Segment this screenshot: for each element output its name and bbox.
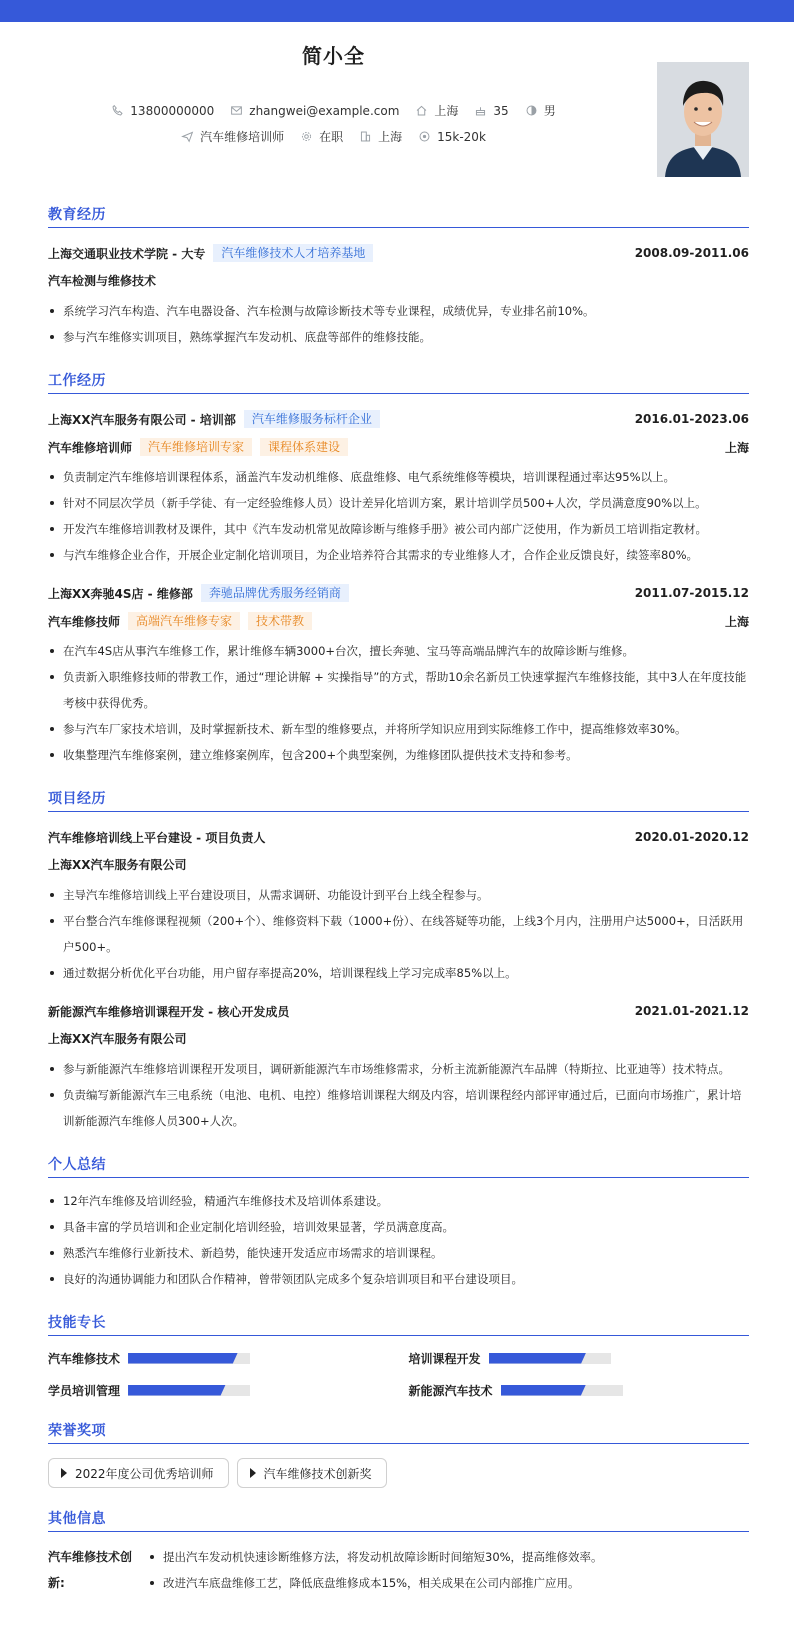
list-item: 良好的沟通协调能力和团队合作精神，曾带领团队完成多个复杂培训项目和平台建设项目。 xyxy=(48,1266,749,1292)
skill-item xyxy=(48,1380,389,1400)
job-role-row xyxy=(48,436,749,458)
resume-page xyxy=(0,22,794,1596)
work-city-text: 上海 xyxy=(378,130,403,144)
list-item: 参与汽车维修实训项目，熟练掌握汽车发动机、底盘等部件的维修技能。 xyxy=(48,324,749,350)
list-item: 在汽车4S店从事汽车维修工作，累计维修车辆3000+台次，擅长奔驰、宝马等高端品牌汽车的故障诊断与维修。 xyxy=(48,638,749,664)
list-item: 与汽车维修企业合作，开展企业定制化培训项目，为企业培养符合其需求的专业维修人才，合作企业反馈良好，续签率80%。 xyxy=(48,542,749,568)
awards-section xyxy=(48,1420,749,1488)
resume-header xyxy=(48,22,749,182)
education-bullets xyxy=(48,298,749,350)
list-item: 通过数据分析优化平台功能，用户留存率提高20%，培训课程线上学习完成率85%以上。 xyxy=(48,960,749,986)
list-item: 针对不同层次学员（新手学徒、有一定经验维修人员）设计差异化培训方案，累计培训学员500+人次，学员满意度90%以上。 xyxy=(48,490,749,516)
skill-bar xyxy=(128,1385,250,1396)
company-tag: 奔驰品牌优秀服务经销商 xyxy=(201,584,349,602)
role-tag: 技术带教 xyxy=(248,612,312,630)
skill-bar-fill xyxy=(128,1353,238,1364)
gender-icon xyxy=(525,104,538,117)
phone-info xyxy=(111,104,214,118)
job-location: 上海 xyxy=(724,614,749,629)
other-title: 其他信息 xyxy=(48,1508,749,1532)
project-org: 上海XX汽车服务有限公司 xyxy=(48,858,187,872)
job-title-text: 汽车维修培训师 xyxy=(200,130,285,144)
top-accent-bar xyxy=(0,0,794,22)
play-icon xyxy=(250,1468,256,1478)
project-name: 汽车维修培训线上平台建设 - 项目负责人 xyxy=(48,830,266,845)
skills-grid xyxy=(48,1348,749,1400)
list-item: 提出汽车发动机快速诊断维修方法，将发动机故障诊断时间缩短30%，提高维修效率。 xyxy=(148,1544,603,1570)
projects-section xyxy=(48,788,749,1134)
profile-photo xyxy=(657,62,749,177)
phone-icon xyxy=(111,104,124,117)
project-bullets xyxy=(48,882,749,986)
skill-bar xyxy=(128,1353,250,1364)
job-bullets xyxy=(48,638,749,768)
work-city-info xyxy=(359,128,402,145)
role-tag: 汽车维修培训专家 xyxy=(140,438,252,456)
send-icon xyxy=(181,130,194,143)
list-item: 负责编写新能源汽车三电系统（电池、电机、电控）维修培训课程大纲及内容，培训课程经内部评审通过后，已面向市场推广，累计培训新能源汽车维修人员300+人次。 xyxy=(48,1082,749,1134)
home-icon xyxy=(415,104,428,117)
job-role-row xyxy=(48,610,749,632)
work-section xyxy=(48,370,749,768)
skill-item xyxy=(48,1348,389,1368)
salary-text: 15k-20k xyxy=(437,129,486,144)
education-header-row xyxy=(48,242,749,264)
education-entry xyxy=(48,242,749,350)
skill-bar xyxy=(501,1385,623,1396)
summary-section xyxy=(48,1154,749,1292)
projects-title: 项目经历 xyxy=(48,788,749,812)
other-section xyxy=(48,1508,749,1596)
skill-bar-fill xyxy=(128,1385,226,1396)
award-chip xyxy=(237,1458,387,1488)
salary-info xyxy=(418,130,486,144)
age-info xyxy=(474,104,508,118)
award-chip xyxy=(48,1458,229,1488)
education-period: 2008.09-2011.06 xyxy=(634,246,749,260)
gender-text: 男 xyxy=(543,104,556,118)
list-item: 负责制定汽车维修培训课程体系，涵盖汽车发动机维修、底盘维修、电气系统维修等模块，培训课程通过率达95%以上。 xyxy=(48,464,749,490)
status-text: 在职 xyxy=(319,130,344,144)
award-label: 2022年度公司优秀培训师 xyxy=(75,1466,214,1481)
list-item: 改进汽车底盘维修工艺，降低底盘维修成本15%，相关成果在公司内部推广应用。 xyxy=(148,1570,603,1596)
education-section xyxy=(48,204,749,350)
awards-title: 荣誉奖项 xyxy=(48,1420,749,1444)
list-item: 主导汽车维修培训线上平台建设项目，从需求调研、功能设计到平台上线全程参与。 xyxy=(48,882,749,908)
project-period: 2021.01-2021.12 xyxy=(634,1004,749,1018)
awards-list xyxy=(48,1458,749,1488)
company-name: 上海XX奔驰4S店 - 维修部 xyxy=(48,586,193,601)
list-item: 系统学习汽车构造、汽车电器设备、汽车检测与故障诊断技术等专业课程，成绩优异，专业排名前10%。 xyxy=(48,298,749,324)
candidate-name: 简小全 xyxy=(302,44,365,68)
job-title-info xyxy=(181,128,284,145)
school-name: 上海交通职业技术学院 - 大专 xyxy=(48,246,206,261)
company-name: 上海XX汽车服务有限公司 - 培训部 xyxy=(48,412,236,427)
education-major: 汽车检测与维修技术 xyxy=(48,274,157,288)
play-icon xyxy=(61,1468,67,1478)
gender-info xyxy=(525,102,556,119)
project-bullets xyxy=(48,1056,749,1134)
list-item: 平台整合汽车维修课程视频（200+个）、维修资料下载（1000+份）、在线答疑等功能，上线3个月内，注册用户达5000+，日活跃用户500+。 xyxy=(48,908,749,960)
list-item: 负责新入职维修技师的带教工作，通过“理论讲解 + 实操指导”的方式，帮助10余名新员工快速掌握汽车维修技能，其中3人在年度技能考核中获得优秀。 xyxy=(48,664,749,716)
work-title: 工作经历 xyxy=(48,370,749,394)
summary-bullets xyxy=(48,1188,749,1292)
job-header-row xyxy=(48,408,749,430)
skill-name: 培训课程开发 xyxy=(408,1351,481,1366)
school-tag: 汽车维修技术人才培养基地 xyxy=(213,244,373,262)
summary-title: 个人总结 xyxy=(48,1154,749,1178)
phone-text: 13800000000 xyxy=(130,103,215,118)
skill-name: 学员培训管理 xyxy=(48,1383,121,1398)
list-item: 熟悉汽车维修行业新技术、新趋势，能快速开发适应市场需求的培训课程。 xyxy=(48,1240,749,1266)
cake-icon xyxy=(474,104,487,117)
other-bullets xyxy=(148,1544,603,1596)
list-item: 参与汽车厂家技术培训，及时掌握新技术、新车型的维修要点，并将所学知识应用到实际维修工作中，提高维修效率30%。 xyxy=(48,716,749,742)
gear-icon xyxy=(300,130,313,143)
project-header-row xyxy=(48,826,749,848)
job-bullets xyxy=(48,464,749,568)
list-item: 收集整理汽车维修案例，建立维修案例库，包含200+个典型案例，为维修团队提供技术支持和参考。 xyxy=(48,742,749,768)
job-period: 2016.01-2023.06 xyxy=(634,412,749,426)
job-entry xyxy=(48,582,749,768)
status-info xyxy=(300,128,343,145)
role-tag: 课程体系建设 xyxy=(260,438,348,456)
city-info xyxy=(415,102,458,119)
project-org: 上海XX汽车服务有限公司 xyxy=(48,1032,187,1046)
email-info xyxy=(230,104,399,118)
other-label: 汽车维修技术创新: xyxy=(48,1550,133,1590)
project-period: 2020.01-2020.12 xyxy=(634,830,749,844)
job-role: 汽车维修培训师 xyxy=(48,440,133,455)
list-item: 开发汽车维修培训教材及课件，其中《汽车发动机常见故障诊断与维修手册》被公司内部广泛使用，作为新员工培训指定教材。 xyxy=(48,516,749,542)
contact-row xyxy=(48,102,619,119)
company-tag: 汽车维修服务标杆企业 xyxy=(244,410,380,428)
skill-bar xyxy=(489,1353,611,1364)
building-icon xyxy=(359,130,372,143)
other-entry xyxy=(48,1544,749,1596)
skill-bar-fill xyxy=(489,1353,587,1364)
role-tag: 高端汽车维修专家 xyxy=(128,612,240,630)
job-entry xyxy=(48,408,749,568)
skill-item xyxy=(409,1348,750,1368)
coin-icon xyxy=(418,130,431,143)
skill-name: 汽车维修技术 xyxy=(48,1351,121,1366)
skill-name: 新能源汽车技术 xyxy=(408,1383,493,1398)
city-text: 上海 xyxy=(434,104,459,118)
mail-icon xyxy=(230,104,243,117)
job-period: 2011.07-2015.12 xyxy=(634,586,749,600)
project-name: 新能源汽车维修培训课程开发 - 核心开发成员 xyxy=(48,1004,290,1019)
education-title: 教育经历 xyxy=(48,204,749,228)
job-header-row xyxy=(48,582,749,604)
project-header-row xyxy=(48,1000,749,1022)
age-text: 35 xyxy=(493,103,509,118)
email-text: zhangwei@example.com xyxy=(249,103,400,118)
skill-bar-fill xyxy=(501,1385,586,1396)
list-item: 具备丰富的学员培训和企业定制化培训经验，培训效果显著，学员满意度高。 xyxy=(48,1214,749,1240)
skills-title: 技能专长 xyxy=(48,1312,749,1336)
skill-item xyxy=(409,1380,750,1400)
job-intent-row xyxy=(48,128,619,145)
project-entry xyxy=(48,1000,749,1134)
award-label: 汽车维修技术创新奖 xyxy=(263,1466,372,1481)
list-item: 参与新能源汽车维修培训课程开发项目，调研新能源汽车市场维修需求，分析主流新能源汽车品牌（特斯拉、比亚迪等）技术特点。 xyxy=(48,1056,749,1082)
list-item: 12年汽车维修及培训经验，精通汽车维修技术及培训体系建设。 xyxy=(48,1188,749,1214)
job-location: 上海 xyxy=(724,440,749,455)
skills-section xyxy=(48,1312,749,1400)
project-entry xyxy=(48,826,749,986)
job-role: 汽车维修技师 xyxy=(48,614,121,629)
